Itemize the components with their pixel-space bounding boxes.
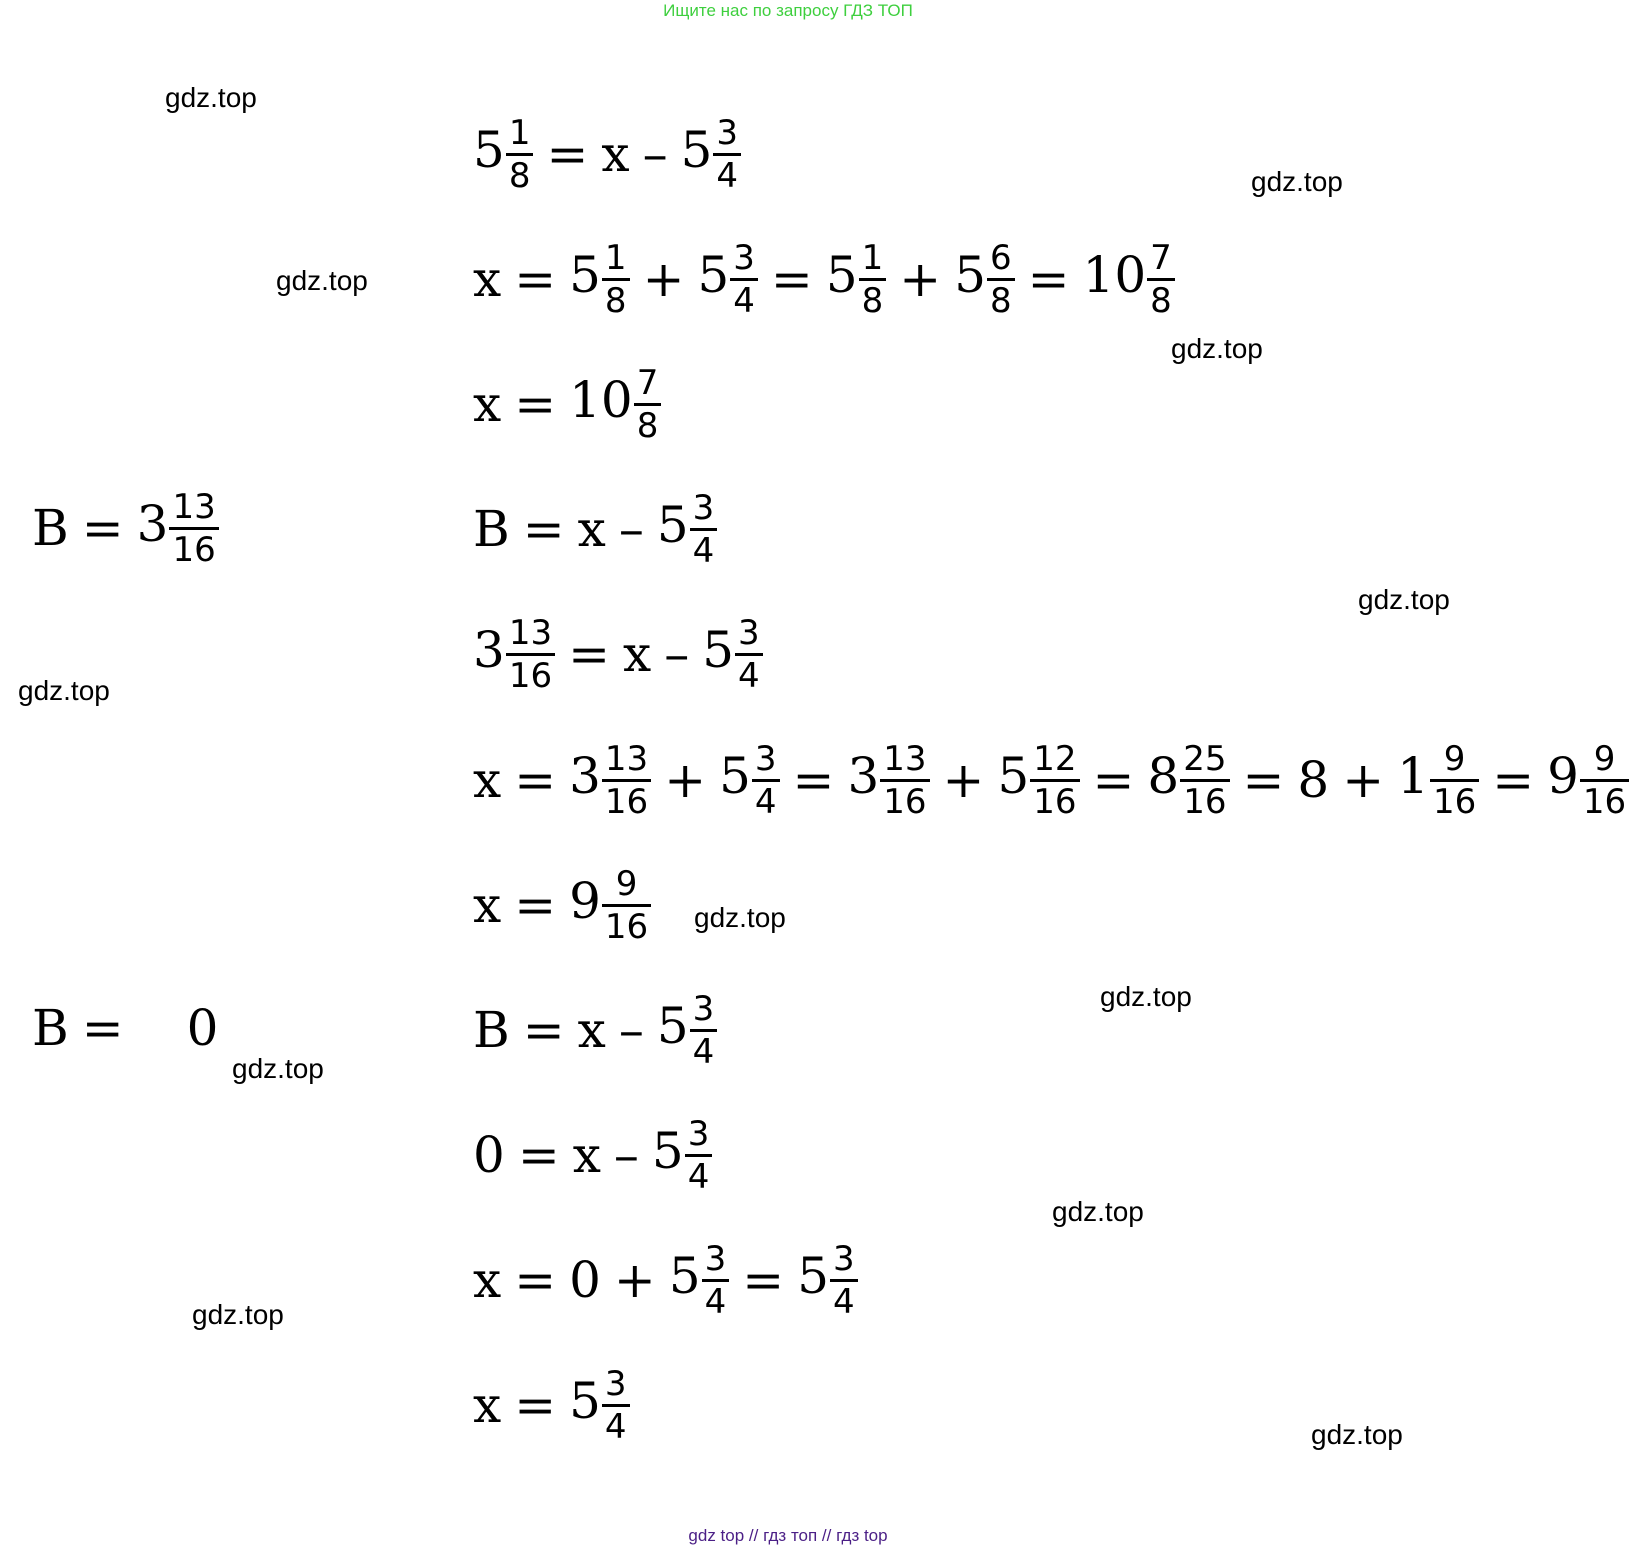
denominator: 4	[690, 528, 718, 568]
math-term: x	[601, 125, 630, 183]
math-term: 0	[186, 999, 219, 1057]
math-term: x	[473, 876, 502, 934]
mixed-number	[847, 738, 929, 822]
whole-part: 5	[825, 246, 858, 304]
operator: +	[613, 1251, 656, 1309]
operator: –	[642, 125, 668, 183]
numerator: 3	[604, 1363, 627, 1404]
whole-part: 3	[569, 747, 601, 805]
operator: =	[514, 375, 557, 433]
numerator: 9	[1443, 738, 1466, 779]
operator: +	[899, 250, 942, 308]
watermark: gdz.top	[276, 265, 368, 296]
numerator: 7	[636, 362, 659, 403]
denominator: 16	[1030, 779, 1079, 819]
operator: =	[514, 876, 557, 934]
numerator: 3	[692, 988, 715, 1029]
operator: –	[613, 1126, 639, 1184]
fraction	[602, 738, 651, 822]
fraction	[634, 362, 662, 446]
math-term: x	[577, 1001, 606, 1059]
math-term: x	[473, 1376, 502, 1434]
operator: +	[1342, 751, 1385, 809]
mixed-number	[569, 237, 629, 321]
fraction	[690, 487, 718, 571]
math-term: 0	[569, 1251, 601, 1309]
whole-part: 5	[954, 246, 986, 304]
equation-line-9	[473, 1105, 712, 1205]
denominator: 8	[602, 278, 630, 318]
math-term: B	[473, 1001, 510, 1059]
fraction	[830, 1238, 858, 1322]
operator: =	[546, 125, 589, 183]
mixed-number	[797, 1238, 857, 1322]
denominator: 4	[830, 1279, 858, 1319]
denominator: 8	[506, 153, 534, 193]
mixed-number	[697, 237, 757, 321]
mixed-number	[680, 112, 741, 196]
whole-part: 5	[656, 496, 689, 554]
fraction	[987, 237, 1015, 321]
operator: =	[514, 1376, 557, 1434]
fraction	[690, 988, 718, 1072]
numerator: 1	[508, 112, 531, 153]
mixed-number	[569, 1363, 629, 1447]
mixed-number	[1147, 738, 1229, 822]
denominator: 16	[1180, 779, 1229, 819]
math-term: B	[32, 499, 69, 557]
denominator: 4	[735, 653, 763, 693]
math-term: x	[622, 625, 652, 683]
numerator: 7	[1150, 237, 1172, 278]
fraction	[730, 237, 758, 321]
whole-part: 3	[136, 495, 169, 553]
search-banner: Ищите нас по запросу ГДЗ ТОП	[663, 1, 913, 20]
whole-part: 5	[797, 1247, 829, 1305]
equation-line-3	[473, 354, 661, 454]
mixed-number	[954, 237, 1014, 321]
whole-part: 10	[1082, 246, 1147, 304]
fraction	[702, 1238, 730, 1322]
label-b-value-2	[32, 978, 218, 1078]
operator: =	[81, 499, 124, 557]
whole-part: 5	[697, 246, 730, 304]
mixed-number	[719, 738, 779, 822]
label-b-value-1	[32, 478, 219, 578]
denominator: 16	[1580, 779, 1629, 819]
whole-part: 5	[569, 1372, 601, 1430]
numerator: 12	[1033, 738, 1077, 779]
footer-links: gdz top // гдз топ // гдз top	[688, 1526, 888, 1545]
equation-line-11	[473, 1355, 630, 1455]
numerator: 25	[1183, 738, 1227, 779]
numerator: 1	[861, 237, 884, 278]
whole-part: 5	[473, 121, 505, 179]
numerator: 3	[687, 1113, 710, 1154]
equation-line-8	[473, 980, 717, 1080]
denominator: 4	[702, 1279, 730, 1319]
mixed-number	[1082, 237, 1175, 321]
mixed-number	[1397, 738, 1479, 822]
operator: =	[514, 1251, 557, 1309]
numerator: 3	[692, 487, 715, 528]
operator: =	[81, 999, 124, 1057]
math-term: x	[473, 250, 502, 308]
watermark: gdz.top	[18, 675, 110, 706]
watermark: gdz.top	[1251, 166, 1343, 197]
operator: =	[1027, 250, 1070, 308]
whole-part: 5	[668, 1247, 701, 1305]
numerator: 3	[733, 237, 755, 278]
fraction	[685, 1113, 713, 1197]
operator: =	[514, 250, 557, 308]
whole-part: 5	[719, 747, 751, 805]
mixed-number	[473, 112, 533, 196]
whole-part: 9	[1547, 747, 1579, 805]
operator: =	[517, 1126, 560, 1184]
fraction	[506, 612, 555, 696]
fraction	[1180, 738, 1229, 822]
numerator: 3	[704, 1238, 727, 1279]
denominator: 16	[1430, 779, 1479, 819]
operator: =	[742, 1251, 785, 1309]
operator: =	[568, 625, 610, 683]
fraction	[602, 1363, 630, 1447]
denominator: 8	[987, 278, 1015, 318]
operator: +	[942, 751, 985, 809]
numerator: 1	[604, 237, 627, 278]
whole-part: 5	[656, 997, 689, 1055]
math-term: x	[473, 751, 502, 809]
fraction	[169, 486, 218, 570]
whole-part: 8	[1147, 747, 1180, 805]
watermark: gdz.top	[192, 1299, 284, 1330]
denominator: 8	[1147, 278, 1175, 318]
operator: =	[792, 751, 835, 809]
denominator: 16	[506, 653, 555, 693]
mixed-number	[651, 1113, 712, 1197]
whole-part: 9	[569, 872, 601, 930]
mixed-number	[825, 237, 886, 321]
operator: –	[618, 500, 644, 558]
watermark: gdz.top	[694, 902, 786, 933]
math-term: x	[473, 1251, 502, 1309]
denominator: 16	[602, 779, 651, 819]
mixed-number	[136, 486, 219, 570]
fraction	[1147, 237, 1175, 321]
denominator: 8	[634, 403, 662, 443]
mixed-number	[656, 487, 717, 571]
whole-part: 10	[569, 371, 633, 429]
fraction	[602, 863, 651, 947]
operator: =	[522, 1001, 565, 1059]
operator: =	[770, 250, 813, 308]
operator: =	[514, 751, 557, 809]
denominator: 4	[690, 1029, 718, 1069]
mixed-number	[702, 612, 762, 696]
math-term: x	[577, 500, 606, 558]
denominator: 4	[730, 278, 758, 318]
denominator: 4	[685, 1154, 713, 1194]
numerator: 13	[604, 738, 649, 779]
mixed-number	[1547, 738, 1629, 822]
operator: –	[664, 625, 690, 683]
numerator: 3	[738, 612, 760, 653]
mixed-number	[668, 1238, 729, 1322]
operator: +	[642, 250, 685, 308]
mixed-number	[569, 362, 661, 446]
whole-part: 5	[997, 747, 1030, 805]
watermark: gdz.top	[1358, 584, 1450, 615]
operator: =	[522, 500, 565, 558]
whole-part: 1	[1397, 747, 1429, 805]
numerator: 13	[172, 486, 216, 527]
whole-part: 5	[680, 121, 713, 179]
whole-part: 5	[702, 621, 734, 679]
numerator: 9	[615, 863, 638, 904]
mixed-number	[656, 988, 717, 1072]
operator: =	[1492, 751, 1535, 809]
equation-line-1	[473, 104, 741, 204]
mixed-number	[997, 738, 1079, 822]
denominator: 16	[880, 779, 929, 819]
fraction	[1580, 738, 1629, 822]
whole-part: 3	[847, 747, 880, 805]
operator: =	[1092, 751, 1135, 809]
equation-line-2	[473, 229, 1175, 329]
whole-part: 5	[651, 1122, 684, 1180]
numerator: 13	[883, 738, 927, 779]
equation-line-7	[473, 855, 651, 955]
math-term: 0	[473, 1126, 505, 1184]
fraction	[752, 738, 780, 822]
equation-line-10	[473, 1230, 858, 1330]
watermark: gdz.top	[1100, 981, 1192, 1012]
equation-line-5	[473, 604, 763, 704]
mixed-number	[569, 863, 651, 947]
equation-line-4	[473, 479, 717, 579]
watermark: gdz.top	[232, 1053, 324, 1084]
watermark: gdz.top	[1052, 1196, 1144, 1227]
mixed-number	[473, 612, 555, 696]
whole-part: 3	[473, 621, 505, 679]
fraction	[506, 112, 534, 196]
denominator: 16	[169, 527, 218, 567]
math-term: B	[32, 999, 69, 1057]
fraction	[880, 738, 929, 822]
numerator: 3	[754, 738, 777, 779]
mixed-number	[569, 738, 651, 822]
numerator: 3	[716, 112, 739, 153]
numerator: 6	[990, 237, 1012, 278]
math-term: x	[572, 1126, 601, 1184]
fraction	[713, 112, 741, 196]
watermark: gdz.top	[165, 82, 257, 113]
equation-line-6	[473, 730, 1629, 830]
numerator: 3	[833, 1238, 855, 1279]
operator: +	[664, 751, 707, 809]
denominator: 16	[602, 904, 651, 944]
whole-part: 5	[569, 246, 601, 304]
fraction	[859, 237, 887, 321]
math-term: x	[473, 375, 502, 433]
denominator: 4	[713, 153, 741, 193]
operator: =	[1242, 751, 1285, 809]
math-term: B	[473, 500, 510, 558]
math-term: 8	[1297, 751, 1330, 809]
denominator: 8	[859, 278, 887, 318]
fraction	[1030, 738, 1079, 822]
operator: –	[618, 1001, 644, 1059]
numerator: 9	[1593, 738, 1616, 779]
numerator: 13	[508, 612, 553, 653]
fraction	[735, 612, 763, 696]
fraction	[602, 237, 630, 321]
denominator: 4	[752, 779, 780, 819]
fraction	[1430, 738, 1479, 822]
watermark: gdz.top	[1171, 333, 1263, 364]
denominator: 4	[602, 1404, 630, 1444]
watermark: gdz.top	[1311, 1419, 1403, 1450]
